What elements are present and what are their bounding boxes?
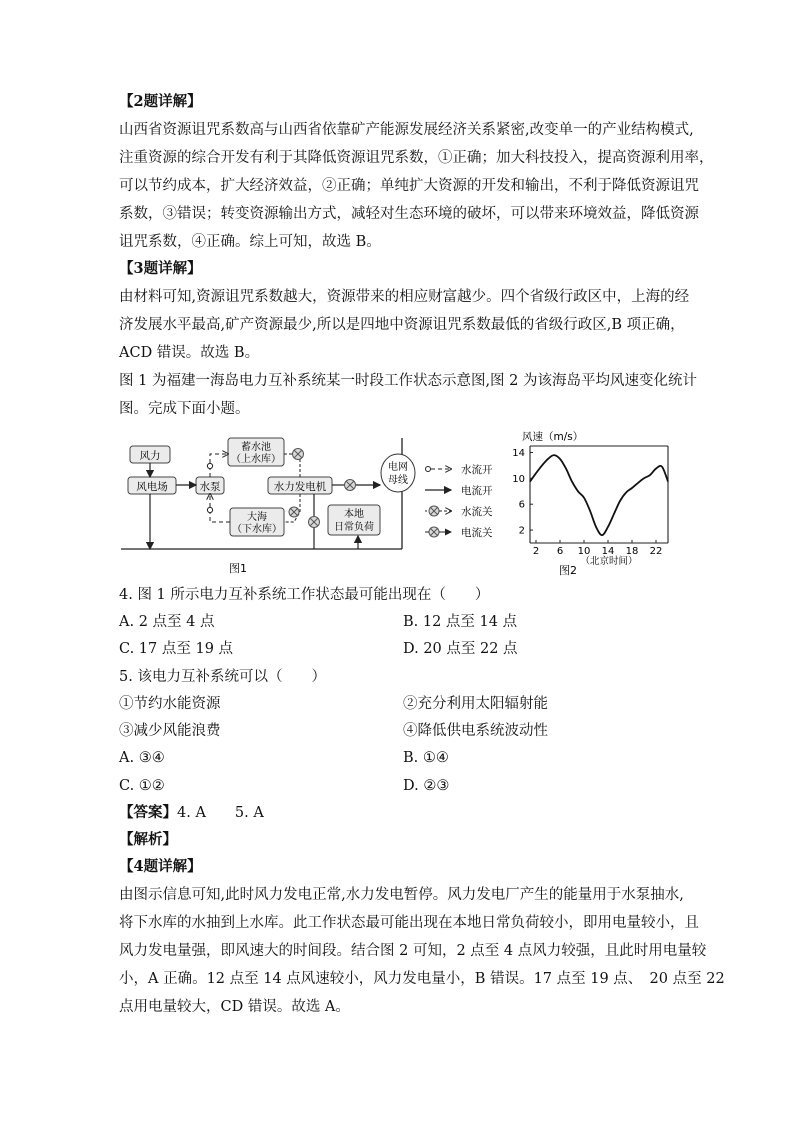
wind-speed-series-line — [530, 455, 668, 535]
q4-explain-heading: 【4题详解】 — [119, 858, 202, 875]
figure-1-caption: 图1 — [229, 562, 247, 575]
q4-explain-line-3: 风力发电量强，即风速大的时间段。结合图 2 可知，2 点至 4 点风力较强，且此时用电量较 — [119, 943, 707, 959]
hydro-label: 水力发电机 — [273, 481, 327, 493]
grid-circle — [381, 454, 415, 492]
q4-option-b[interactable]: B. 12 点至 14 点 — [403, 614, 518, 630]
figure-2-caption: 图2 — [559, 564, 577, 577]
q5-option-d[interactable]: D. ②③ — [403, 778, 450, 794]
y-tick-label: 10 — [512, 473, 525, 485]
answer-label: 【答案】 — [119, 804, 177, 821]
q2-line-5: 诅咒系数，④正确。综上可知，故选 B。 — [119, 234, 381, 250]
q5-item-3: ③减少风能浪费 — [119, 723, 221, 739]
answer-text: 4. A 5. A — [177, 805, 264, 821]
wind-label: 风力 — [139, 450, 161, 462]
q5-stem: 5. 该电力互补系统可以（ ） — [119, 669, 326, 685]
reservoir-label-1: 蓄水池 — [241, 442, 271, 453]
x-tick-label: 22 — [649, 546, 663, 557]
q4-option-d[interactable]: D. 20 点至 22 点 — [403, 641, 518, 657]
sea-to-pump-flow — [210, 494, 230, 522]
x-tick-label: 14 — [601, 546, 615, 557]
x-tick-label: 10 — [577, 546, 591, 557]
q4-explain-line-4: 小，A 正确。12 点至 14 点风速较小，风力发电量小，B 错误。17 点至 19 点、 20 点至 22 — [119, 971, 725, 987]
q2-line-2: 注重资源的综合开发有利于其降低资源诅咒系数，①正确；加大科技投入，提高资源利用率， — [119, 150, 714, 166]
q2-line-3: 可以节约成本，扩大经济效益，②正确；单纯扩大资源的开发和输出，不利于降低资源诅咒 — [119, 178, 699, 194]
q4-option-c[interactable]: C. 17 点至 19 点 — [119, 641, 234, 657]
x-tick-label: 2 — [532, 546, 540, 557]
q5-option-a[interactable]: A. ③④ — [119, 750, 165, 766]
valve-open-2 — [207, 507, 212, 512]
reservoir-label-2: （上水库） — [231, 454, 281, 465]
valve-open-1 — [207, 463, 212, 468]
y-tick-label: 14 — [512, 447, 525, 459]
x-tick-label: 18 — [625, 546, 639, 557]
figure-2-chart — [512, 430, 668, 577]
q4-explain-line-1: 由图示信息可知,此时风力发电正常,水力发电暂停。风力发电厂产生的能量用于水泵抽水, — [119, 887, 684, 903]
intro-line-1: 图 1 为福建一海岛电力互补系统某一时段工作状态示意图,图 2 为该海岛平均风速变化统计 — [119, 373, 697, 389]
q3-line-1: 由材料可知,资源诅咒系数越大，资源带来的相应财富越少。四个省级行政区中，上海的经 — [119, 289, 690, 305]
chart-x-label: （北京时间） — [580, 556, 638, 567]
analysis-heading: 【解析】 — [119, 831, 177, 848]
q2-line-4: 系数，③错误；转变资源输出方式，减轻对生态环境的破坏，可以带来环境效益，降低资源 — [119, 206, 699, 222]
q3-line-2: 济发展水平最高,矿产资源最少,所以是四地中资源诅咒系数最低的省级行政区,B 项正确， — [119, 317, 685, 333]
grid-label-1: 电网 — [388, 462, 408, 473]
q2-heading: 【2题详解】 — [119, 93, 202, 110]
x-tick-label: 6 — [556, 546, 564, 557]
legend-current-on: 电流开 — [461, 485, 493, 497]
chart-title: 风速（m/s） — [522, 431, 584, 443]
grid-label-2: 母线 — [388, 475, 408, 486]
q4-stem: 4. 图 1 所示电力互补系统工作状态最可能出现在（ ） — [119, 587, 490, 603]
figure-1-diagram — [121, 438, 415, 575]
q3-heading: 【3题详解】 — [119, 260, 202, 277]
q5-item-4: ④降低供电系统波动性 — [403, 723, 548, 739]
intro-line-2: 图。完成下面小题。 — [119, 401, 250, 417]
q4-explain-line-2: 将下水库的水抽到上水库。此工作状态最可能出现在本地日常负荷较小，即用电量较小，且 — [119, 915, 699, 931]
pump-label: 水泵 — [199, 481, 221, 493]
wind-farm-label: 风电场 — [136, 481, 168, 493]
q5-item-2: ②充分利用太阳辐射能 — [403, 696, 548, 712]
q5-item-1: ①节约水能资源 — [119, 696, 221, 712]
y-tick-label: 2 — [518, 525, 525, 537]
q4-explain-line-5: 点用电量较大，CD 错误。故选 A。 — [119, 999, 350, 1015]
q5-option-b[interactable]: B. ①④ — [403, 750, 449, 766]
sea-label-2: （下水库） — [232, 524, 282, 535]
legend-water-off: 水流关 — [461, 506, 493, 518]
answer-line — [119, 803, 264, 823]
q2-line-1: 山西省资源诅咒系数高与山西省依靠矿产能源发展经济关系紧密,改变单一的产业结构模式, — [119, 122, 694, 138]
q3-line-3: ACD 错误。故选 B。 — [119, 345, 260, 361]
load-label-2: 日常负荷 — [334, 522, 374, 533]
sea-label-1: 大海 — [247, 512, 267, 523]
figure-1-legend — [425, 463, 493, 539]
load-label-1: 本地 — [344, 509, 364, 520]
q4-option-a[interactable]: A. 2 点至 4 点 — [119, 614, 215, 630]
legend-water-on: 水流开 — [461, 464, 493, 476]
y-tick-label: 6 — [518, 499, 525, 511]
legend-current-off: 电流关 — [461, 527, 493, 539]
figure-panel — [118, 428, 678, 578]
q5-option-c[interactable]: C. ①② — [119, 778, 165, 794]
